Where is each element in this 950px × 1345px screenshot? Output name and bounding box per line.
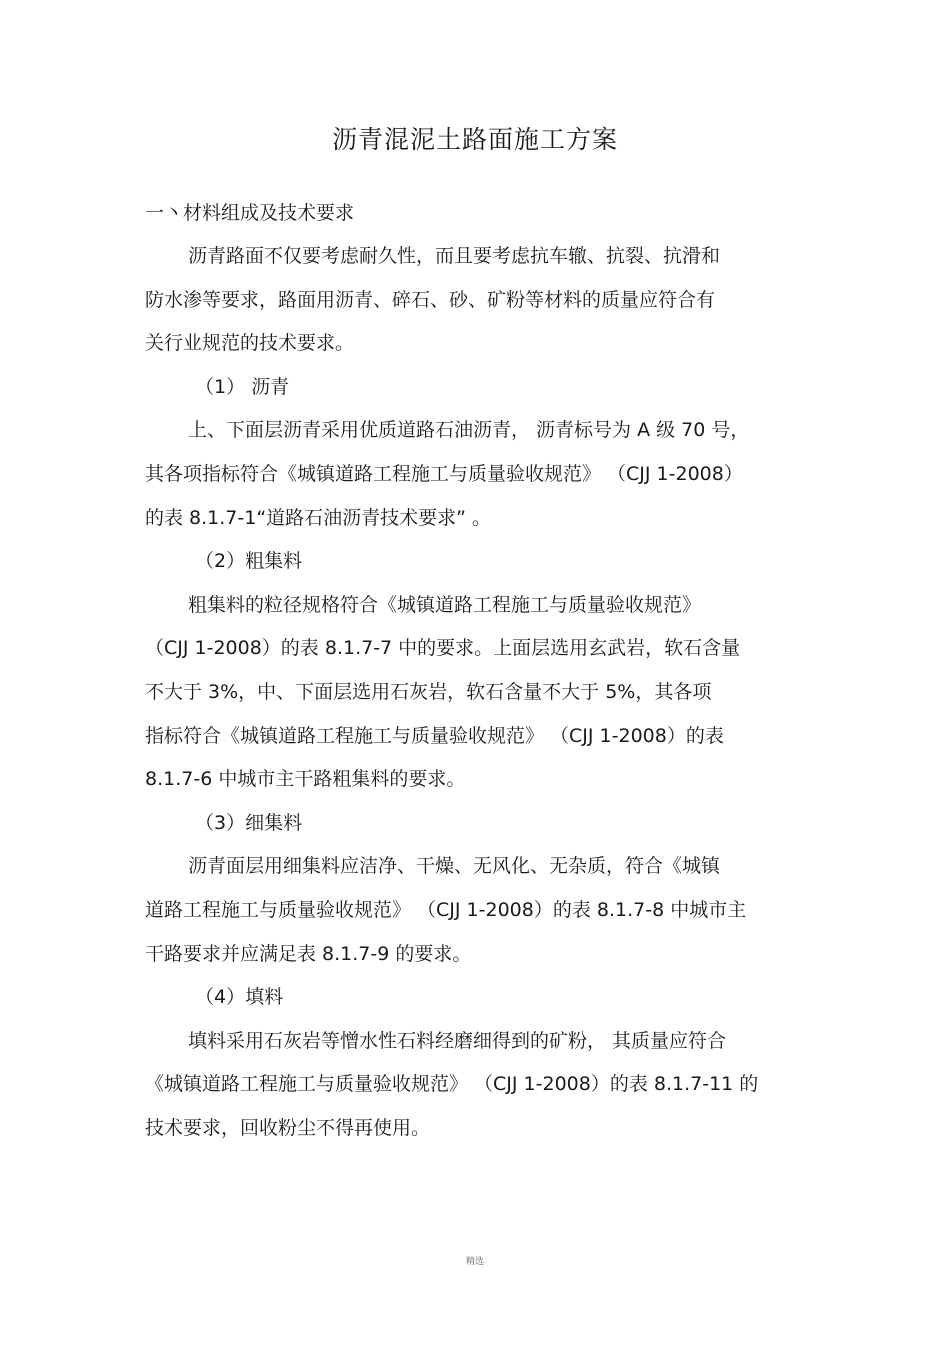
subheading-fine-aggregate: （3）细集料 xyxy=(195,811,303,834)
paragraph-line: 防水渗等要求，路面用沥青、碎石、砂、矿粉等材料的质量应符合有 xyxy=(145,288,716,311)
paragraph-line: 沥青路面不仅要考虑耐久性，而且要考虑抗车辙、抗裂、抗滑和 xyxy=(188,245,721,267)
paragraph-line: 上、下面层沥青采用优质道路石油沥青， 沥青标号为 A 级 70 号， xyxy=(188,419,750,442)
paragraph-line: 的表 8.1.7-1“道路石油沥青技术要求” 。 xyxy=(145,506,492,529)
paragraph-line: 关行业规范的技术要求。 xyxy=(145,332,355,355)
page-title: 沥青混泥土路面施工方案 xyxy=(331,125,618,154)
paragraph-line: 道路工程施工与质量验收规范》 （CJJ 1-2008）的表 8.1.7-8 中城市主 xyxy=(145,898,747,921)
subheading-asphalt: （1） 沥青 xyxy=(195,375,290,398)
paragraph-line: （CJJ 1-2008）的表 8.1.7-7 中的要求。上面层选用玄武岩，软石含量 xyxy=(145,637,741,660)
paragraph-line: 8.1.7-6 中城市主干路粗集料的要求。 xyxy=(145,768,466,791)
subheading-filler: （4）填料 xyxy=(195,986,284,1009)
page-footer: 精选 xyxy=(465,1257,484,1267)
paragraph-line: 技术要求，回收粉尘不得再使用。 xyxy=(145,1116,431,1139)
paragraph-line: 沥青面层用细集料应洁净、干燥、无风化、无杂质，符合《城镇 xyxy=(188,855,721,878)
paragraph-line: 指标符合《城镇道路工程施工与质量验收规范》 （CJJ 1-2008）的表 xyxy=(145,724,724,747)
paragraph-line: 填料采用石灰岩等憎水性石料经磨细得到的矿粉， 其质量应符合 xyxy=(188,1029,727,1052)
paragraph-line: 其各项指标符合《城镇道路工程施工与质量验收规范》 （CJJ 1-2008） xyxy=(145,462,743,485)
subheading-coarse-aggregate: （2）粗集料 xyxy=(195,550,303,573)
paragraph-line: 粗集料的粒径规格符合《城镇道路工程施工与质量验收规范》 xyxy=(188,593,702,616)
section-heading: 一丶材料组成及技术要求 xyxy=(145,202,355,224)
paragraph-line: 干路要求并应满足表 8.1.7-9 的要求。 xyxy=(145,942,472,965)
document-body xyxy=(145,235,815,1150)
paragraph-line: 不大于 3%，中、下面层选用石灰岩，软石含量不大于 5%，其各项 xyxy=(145,680,712,703)
paragraph-line: 《城镇道路工程施工与质量验收规范》 （CJJ 1-2008）的表 8.1.7-11 的 xyxy=(145,1073,759,1096)
